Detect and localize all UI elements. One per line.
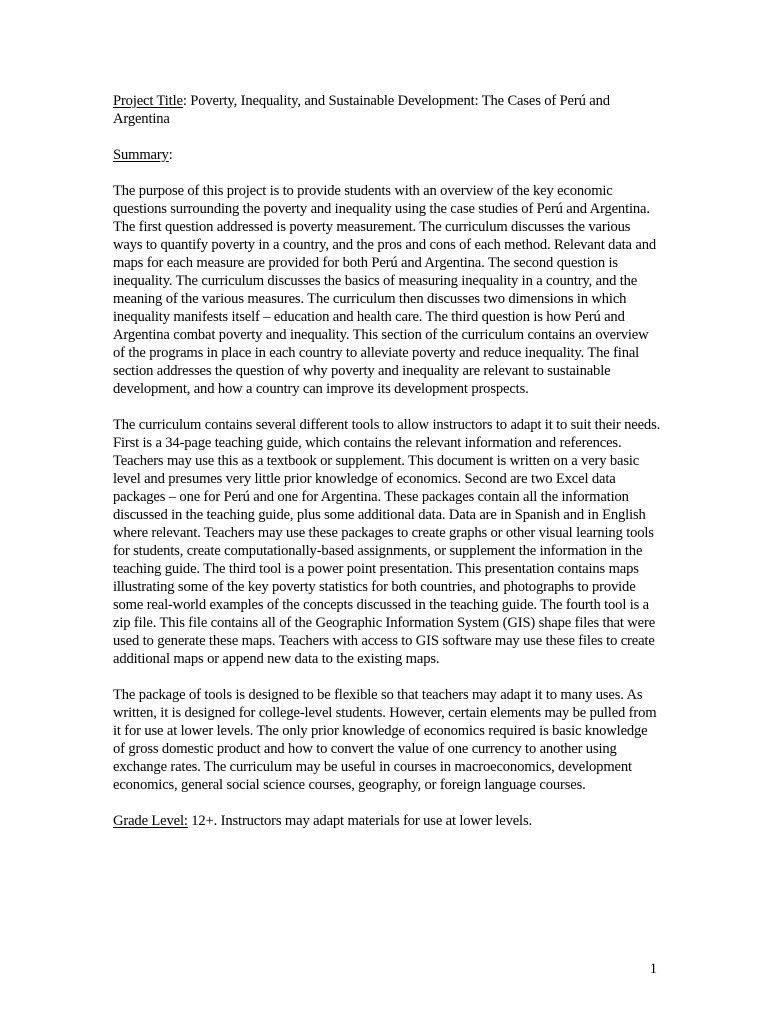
summary-heading xyxy=(113,146,662,164)
summary-label: Summary xyxy=(113,147,169,163)
summary-separator: : xyxy=(168,147,173,163)
grade-level-text: 12+. Instructors may adapt materials for use at lower levels. xyxy=(187,813,532,829)
project-title-separator: : xyxy=(182,93,187,109)
project-title-label: Project Title xyxy=(113,93,183,109)
summary-paragraph-tools: The curriculum contains several different tools to allow instructors to adapt it to suit their needs. First is a 34-page teaching guide, which contains the relevant information and references. Teachers may use this as a textbook or supplement. This document is written on a very basic level and presumes very little prior knowledge of economics. Second are two Excel data packages – one for Perú and one for Argentina. These packages contain all the information discussed in the teaching guide, plus some additional data. Data are in Spanish and in English where relevant. Teachers may use these packages to create graphs or other visual learning tools for students, create computationally-based assignments, or supplement the information in the teaching guide. The third tool is a power point presentation. This presentation contains maps illustrating some of the key poverty statistics for both countries, and photographs to provide some real-world examples of the concepts discussed in the teaching guide. The fourth tool is a zip file. This file contains all of the Geographic Information System (GIS) shape files that were used to generate these maps. Teachers with access to GIS software may use these files to create additional maps or append new data to the existing maps. xyxy=(113,417,661,667)
page-number: 1 xyxy=(649,961,657,977)
grade-level-label: Grade Level: xyxy=(113,813,188,829)
document-page xyxy=(113,92,662,848)
project-title-text: Poverty, Inequality, and Sustainable Development: The Cases of Perú and Argentina xyxy=(113,93,610,127)
summary-paragraph-flexibility: The package of tools is designed to be flexible so that teachers may adapt it to many uses. As written, it is designed for college-level students. However, certain elements may be pulled from it for use at lower levels. The only prior knowledge of economics required is basic knowledge of gross domestic product and how to convert the value of one currency to another using exchange rates. The curriculum may be useful in courses in macroeconomics, development economics, general social science courses, geography, or foreign language courses. xyxy=(113,687,657,793)
project-title-line xyxy=(113,92,662,128)
summary-paragraph-purpose: The purpose of this project is to provide students with an overview of the key economic questions surrounding the poverty and inequality using the case studies of Perú and Argentina. The first question addressed is poverty measurement. The curriculum discusses the various ways to quantify poverty in a country, and the pros and cons of each method. Relevant data and maps for each measure are provided for both Perú and Argentina. The second question is inequality. The curriculum discusses the basics of measuring inequality in a country, and the meaning of the various measures. The curriculum then discusses two dimensions in which inequality manifests itself – education and health care. The third question is how Perú and Argentina combat poverty and inequality. This section of the curriculum contains an overview of the programs in place in each country to alleviate poverty and reduce inequality. The final section addresses the question of why poverty and inequality are relevant to sustainable development, and how a country can improve its development prospects. xyxy=(113,183,656,397)
grade-level-line xyxy=(113,812,662,830)
